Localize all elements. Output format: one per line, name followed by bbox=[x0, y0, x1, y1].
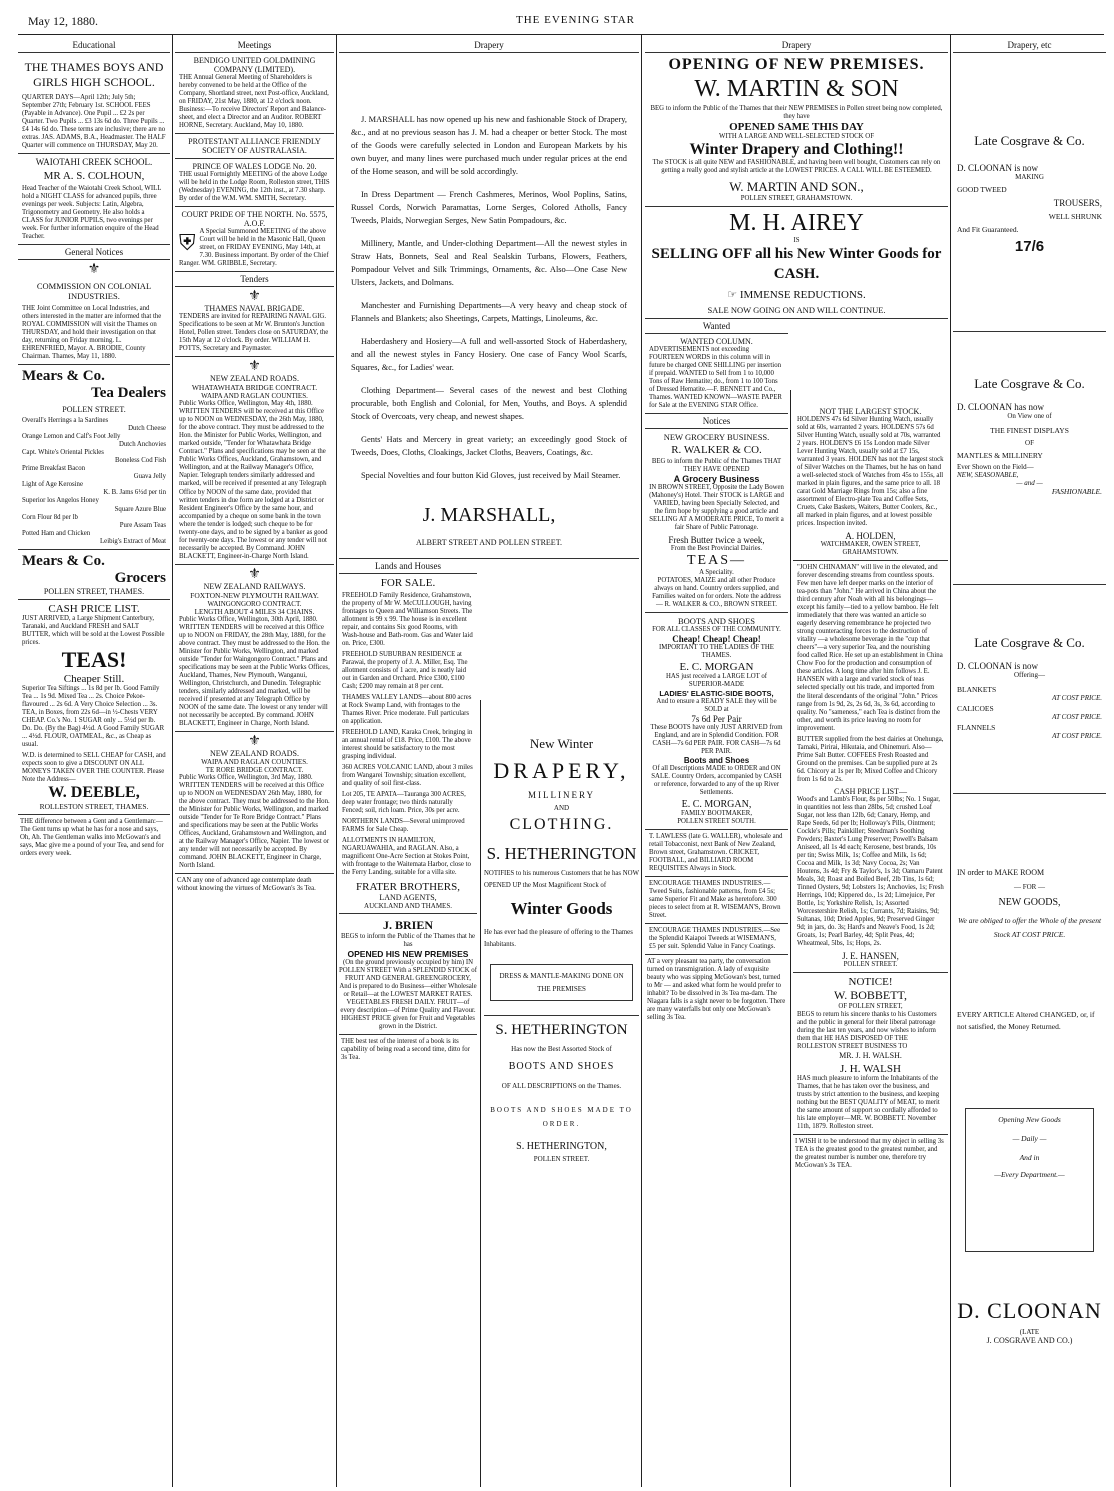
ad-name: S. HETHERINGTON, bbox=[516, 1140, 607, 1152]
ad-name: J. H. WALSH bbox=[840, 1063, 901, 1076]
section-header: Educational bbox=[18, 38, 170, 53]
list-item: Overall's Herrings a la Sardines bbox=[22, 417, 109, 425]
list-item: Boneless Cod Fish bbox=[115, 457, 166, 465]
ad-headline: LADIES' ELASTIC-SIDE BOOTS, bbox=[659, 688, 774, 698]
list-item: Potted Ham and Chicken bbox=[22, 529, 91, 537]
ad-lawless: T. LAWLESS (late G. WALLER), wholesale and retail Tobacconist, next Bank of New Zealand, Brown street, Grahamstown. CRICKET, FOOTBALL, and BILLIARD ROOM REQUISITES Always in Stock. bbox=[645, 830, 788, 877]
ad-paragraph: Clothing Department— Several cases of the newest and best Clothing procurable, both English and Colonial, for Men, Youths, and Boys. A splendid Stock of Overcoats, very cheap, and newest shapes. bbox=[351, 386, 627, 422]
ad-subhead: OPENED SAME THIS DAY bbox=[729, 121, 864, 134]
ad-protestant-alliance: PROTESTANT ALLIANCE FRIENDLY SOCIETY OF AUSTRALASIA. bbox=[175, 134, 334, 159]
column-rule bbox=[950, 35, 951, 1487]
ad-subtitle: FOXTON-NEW PLYMOUTH RAILWAY. bbox=[190, 590, 319, 600]
ad-subtitle: MAKING bbox=[1015, 173, 1044, 181]
ad-headline: TEAS— bbox=[687, 553, 746, 569]
ad-body: NOTIFIES to his numerous Customers that he has NOW OPENED UP the Most Magnificent Stock of bbox=[484, 870, 639, 889]
ad-subhead: Fresh Butter twice a week, bbox=[668, 535, 765, 546]
ad-title: THAMES NAVAL BRIGADE. bbox=[204, 304, 305, 314]
column-educational bbox=[18, 38, 170, 1487]
ad-subtitle: J. COSGRAVE AND CO.) bbox=[986, 1336, 1073, 1345]
royal-arms-icon: ⚜ bbox=[87, 262, 101, 278]
ad-name: W. DEEBLE, bbox=[48, 783, 140, 801]
ad-body: QUARTER DAYS—April 12th; July 5th; September 27th; February 1st. SCHOOL FEES (Payable in Advance). One Pupil ... £2 2s per Quarter. Two Pupils ... £3 13s 6d do. Three Pupils ... £4 14s 6d do. These terms are inclusive; there are no extras. JAS. ADAMS, B.A., Headmaster. The HALF Quarter will commence on THURSDAY, May 20. bbox=[22, 94, 166, 150]
ad-subhead-text: IMMENSE REDUCTIONS. bbox=[739, 289, 866, 302]
filler-paragraph: THE difference between a Gent and a Gentleman:—The Gent turns up what he has for a nose and says, Oh, Ah. The Gentleman walks into McGowan's and says, Mac give me a pound of your Tea, and send for orders every week. bbox=[20, 817, 164, 857]
ad-name: M. H. AIREY bbox=[729, 210, 864, 237]
section-header: Drapery bbox=[339, 38, 639, 53]
royal-arms-icon: ⚜ bbox=[248, 289, 261, 305]
ad-body: TENDERS are invited for REPAIRING NAVAL GIG. Specifications to be seen at Mr W. Brunton's Junction Hotel, Pollen street. Tenders close on SATURDAY, the 15th May at 12 o'clock. By order. WILLIAM H. POTTS, Secretary and Paymaster. bbox=[179, 313, 329, 353]
ad-subhead: Boots and Shoes bbox=[683, 755, 750, 765]
ad-mears-tea bbox=[18, 365, 170, 549]
ad-te-rore bbox=[175, 732, 334, 874]
filler-paragraph: AT a very pleasant tea party, the conversation turned on transmigration. A lady of exquisite beauty who was sipping McGowan's best, turned to Mr — and asked what form he would prefer to inhabit? To be dissolved in 3s Tea ma-dam. The Niagara falls is a sight never to be forgotten. There are many waterfalls but only one McGowan's selling 3s Tea. bbox=[647, 957, 786, 1022]
ad-and: AND bbox=[553, 804, 570, 812]
notices-block bbox=[645, 319, 788, 1025]
royal-arms-icon: ⚜ bbox=[248, 733, 261, 749]
item: TROUSERS, bbox=[1053, 198, 1102, 208]
item: GOOD TWEED bbox=[957, 185, 1007, 194]
list-item: NORTHERN LANDS—Several unimproved FARMS for Sale Cheap. bbox=[342, 818, 465, 834]
list-item: Pure Assam Teas bbox=[119, 521, 166, 529]
ad-body: Superior Tea Siftings ... 1s 8d per lb. Good Family Tea ... 1s 9d. Mixed Tea ... 2s. Choice Pekoe-flavoured ... 2s 6d. A Very Choice Selection ... 3s. TEA, in Boxes, from 22s 6d—in ½-Chests VERY CHEAP. Co.'s No. 1 SUGAR only ... 5½d per lb. Do. Do. (By the Bag) 4½d. A Good Family SUGAR ... 4½d. FLOUR, OATMEAL, &c., as Cheap as usual. bbox=[22, 684, 165, 748]
list-item: THAMES VALLEY LANDS—about 800 acres at Rock Swamp Land, with frontages to the Thames River. Price moderate. Full particulars on application. bbox=[342, 693, 472, 725]
section-header: Notices bbox=[645, 414, 788, 429]
ad-title: Late Cosgrave & Co. bbox=[974, 376, 1085, 391]
ad-street: POLLEN STREET, GRAHAMSTOWN. bbox=[740, 195, 853, 203]
item: CALICOES bbox=[957, 704, 994, 713]
ad-wanted bbox=[645, 334, 788, 414]
ad-body: ADVERTISEMENTS not exceeding FOURTEEN WORDS in this column will in future be charged ONE SHILLING per insertion if prepaid. WANTED to Sell from 1 to 10,000 Tons of Raw Hematite; do., from 1 to 100 Tons of Dressed Hematite.—F. BENNETT and Co., Thames. WANTED KNOWN—WASTE PAPER for Sale at the EVENING STAR Office. bbox=[649, 346, 782, 410]
column-notices-right bbox=[793, 404, 948, 1487]
masthead-rule bbox=[18, 34, 1104, 35]
ad-title: WANTED COLUMN. bbox=[680, 337, 753, 347]
list-item: Dutch Anchovies bbox=[118, 441, 166, 449]
ad-court-pride bbox=[175, 207, 334, 272]
ad-headline: OPENED HIS NEW PREMISES bbox=[347, 949, 469, 960]
ad-subtitle: LENGTH ABOUT 4 MILES 34 CHAINS. bbox=[194, 607, 315, 616]
ad-paragraph: In Dress Department — French Cashmeres, Merinos, Wool Poplins, Satins, Russel Cords, Norwich Paramattas, Lorne Serges, Colored Atholls, Fancy Tweeds, Plaids, Norwegian Serges, New Satin Pompadours, &c. bbox=[351, 190, 627, 226]
column-rule bbox=[641, 35, 642, 1487]
filler-paragraph: I WISH it to be understood that my object in selling 3s TEA is the greatest good to the greatest number, and the greatest number is number one, therefore try McGowan's 3s TEA. bbox=[795, 1138, 944, 1170]
item: BLANKETS bbox=[957, 685, 997, 694]
ad-is: IS bbox=[793, 237, 800, 245]
item-list bbox=[22, 417, 166, 545]
ad-name: S. HETHERINGTON bbox=[486, 844, 637, 863]
ad-body: HAS much pleasure to inform the Inhabitants of the Thames, that he has taken over the business, and trusts by strict attention to the business, and keeping nothing but the BEST QUALITY of MEAT, to merit the same amount of support so cordially afforded to his late employer—MR. W. BOBBETT. November 11th, 1879. Rolleston street. bbox=[797, 1075, 940, 1131]
ad-title: FOR SALE. bbox=[380, 576, 436, 589]
ad-subhead: Cheaper Still. bbox=[63, 672, 125, 685]
section-header: Drapery bbox=[645, 38, 948, 53]
ad-subtitle: WAIPA AND RAGLAN COUNTIES. bbox=[201, 392, 308, 401]
ad-name: D. CLOONAN has now bbox=[957, 402, 1044, 412]
filler-paragraph: THE best test of the interest of a book is its capability of being read a second time, ditto for 3s Tea. bbox=[341, 1038, 470, 1062]
ad-body: The STOCK is all quite NEW and FASHIONABLE, and having been well bought, Customers can rely on getting a really good and stylish article at the LOWEST PRICES. A CALL WILL BE ESTEEMED. bbox=[652, 159, 941, 175]
ad-subtitle: Offering— bbox=[1014, 671, 1045, 679]
ad-subtitle: MILLINERY bbox=[528, 790, 595, 800]
ad-mears-grocers bbox=[18, 550, 170, 600]
ad-name: E. C. MORGAN, bbox=[681, 798, 752, 810]
ad-title: NEW ZEALAND RAILWAYS. bbox=[203, 581, 306, 591]
list-item: Orange Lemon and Calf's Foot Jelly bbox=[22, 433, 121, 441]
ad-body: These BOOTS have only JUST ARRIVED from England, and are in Splendid Condition. FOR CASH—7s 6d PER PAIR. FOR CASH—7s 6d PER PAIR. bbox=[650, 723, 783, 755]
ad-body: Wood's and Lamb's Flour, 8s per 50lbs; No. 1 Sugar, in quantities not less than 28lbs, 5d; crushed Loaf Sugar, not less than 12lb, 6d; Canary, Hemp, and Rape Seeds, 6d per lb; Holloway's Pills, Ointment; Cockle's Pills; Painkiller; Steedman's Soothing Powders; Baxter's Lung Preserver; Powell's Balsam Aniseed, all 1s 4d each; Kerosene, best brands, 10s per tin; Swiss Milk, 1s; Coffee and Milk, 1s 6d; Cocoa and Milk, 1s 3d; Navy Cocoa, 2s; Van Houtens, 3s 4d; Fry & Taylor's, 1s 3d; Oamaru Patent Meals, 3d; Roast and Boiled Beef, 2lb Tins, 1s 6d; Tinned Oysters, 9d; Lobsters 1s; Anchovies, 1s; Fresh Herrings, 10d; Kippered do., 1s 2d; Limejuice, Per Bottle, 1s; Yorkshire Relish, 1s; Assorted Worcestershire Relish, 1s; Currants, 7d; Raisins, 9d; Sultanas, 10d; Dried Apples, 9d; Preserved Ginger 9d; in jars, do. 3s; Hard's and Neave's Food, 1s 2d; Groats, 1s; Pearl Barley, 4d; Split Peas, 4d; Wheatmeal, 5lbs, 1s; Hops, 2s. bbox=[797, 795, 944, 947]
section-header: Tenders bbox=[175, 272, 334, 287]
ad-body: OF ALL DESCRIPTIONS on the Thames. bbox=[501, 1082, 622, 1091]
ad-headline: TEAS! bbox=[61, 646, 127, 672]
ad-street: ALBERT STREET AND POLLEN STREET. bbox=[416, 538, 562, 548]
item: FLANNELS bbox=[957, 723, 996, 732]
ad-cloonan-trousers bbox=[953, 53, 1106, 332]
ad-subtitle: CLOTHING. bbox=[509, 816, 614, 833]
ad-price: 17/6 bbox=[1014, 238, 1045, 255]
ad-cloonan-mantles bbox=[953, 332, 1106, 585]
ad-headline: Winter Drapery and Clothing!! bbox=[689, 141, 904, 159]
ad-body: BEG to inform the Public of the Thames that their NEW PREMISES in Pollen street being now completed, they have bbox=[650, 105, 943, 121]
column-rule bbox=[336, 35, 337, 1487]
list-item: ALLOTMENTS IN HAMILTON, NGARUAWAHIA, and RAGLAN. Also, a magnificent One-Acre Section at Stokes Point, with frontage to the Waitemata Harbor, close to the Ferry Landing, suitable for a villa site. bbox=[342, 837, 471, 877]
ad-body: THE usual Fortnightly MEETING of the above Lodge will be held in the Lodge Room, Rolleston street, THIS (Wednesday) EVENING, the 12th inst., at 7.30 sharp. By order of the W.M. WM. SMITH, Secretary. bbox=[179, 171, 330, 203]
ad-body: Has now the Best Assorted Stock of bbox=[511, 1045, 612, 1054]
ad-name: FRATER BROTHERS, bbox=[356, 881, 460, 894]
section-header: Meetings bbox=[175, 38, 334, 53]
list-item: FREEHOLD SUBURBAN RESIDENCE at Parawai, the property of J. A. Miller, Esq. The allotment consists of 1 acre, and is neatly laid out in Garden and Orchard. Price £300, £100 Cash; £200 may remain at 8 per cent. bbox=[342, 650, 468, 690]
section-header: General Notices bbox=[18, 245, 170, 260]
ad-body: IN BROWN STREET, Opposite the Lady Bowen (Mahoney's) Hotel. Their STOCK is LARGE and VARIED, having been Specially Selected, and the firm hope by supplying a good article and SELLING AT A MODERATE PRICE, To merit a fair Share of Public Patronage. bbox=[649, 484, 784, 532]
ad-name: Mears & Co. bbox=[22, 552, 105, 569]
ad-subtitle: FAMILY BOOTMAKER, bbox=[680, 809, 753, 817]
ad-cloonan-blankets bbox=[953, 585, 1106, 794]
ad-body: BEG to inform the Public of the Thames THAT THEY HAVE OPENED bbox=[651, 458, 782, 474]
lands-block bbox=[339, 559, 477, 1066]
ad-body: A Special Summoned MEETING of the above Court will be held in the Masonic Hall, Queen street, on FRIDAY EVENING, May 14th, at 7.30. Business important. By order of the Chief Ranger. WM. GRIBBLE, Secretary. bbox=[179, 228, 329, 268]
column-cloonan bbox=[953, 38, 1106, 1487]
ad-body: POTATOES, MAIZE and all other Produce always on hand. Country orders supplied, and Families waited on for orders. Note the address— R. WALKER & CO., BROWN STREET. bbox=[652, 577, 781, 609]
ad-street: OF POLLEN STREET, bbox=[838, 1002, 903, 1010]
ad-title: NEW ZEALAND ROADS. bbox=[210, 374, 299, 384]
ad-paragraph: J. MARSHALL has now opened up his new and fashionable Stock of Drapery, &c., and at no previous season has J. M. had a cheaper or better Stock. The most of the Goods were carefully selected in London and European Markets by his own buyer, and many lines were purchased much under regular prices at the end of the Home season, and will be sold accordingly. bbox=[351, 115, 627, 177]
ad-body: WITH A LARGE AND WELL-SELECTED STOCK OF bbox=[719, 133, 874, 141]
ad-title: CASH PRICE LIST. bbox=[48, 602, 140, 615]
list-item: Corn Flour 8d per lb bbox=[22, 513, 78, 521]
ad-paragraph: Special Novelties and four button Kid Gloves, just received by Mail Steamer. bbox=[361, 471, 621, 481]
ad-name: A. HOLDEN, bbox=[845, 531, 896, 542]
list-item: Capt. White's Oriental Pickles bbox=[22, 449, 104, 457]
list-item: Superior los Angelos Honey bbox=[22, 497, 99, 505]
masthead bbox=[16, 6, 1106, 30]
column-hetherington bbox=[484, 736, 639, 1487]
ad-heth-boots bbox=[484, 1015, 639, 1163]
item: MANTLES & MILLINERY bbox=[957, 451, 1043, 460]
ad-cloonan-room bbox=[953, 794, 1106, 1060]
ad-title: NOTICE! bbox=[848, 975, 893, 988]
ad-name: J. E. HANSEN, bbox=[842, 950, 899, 961]
ad-encourage-1: ENCOURAGE THAMES INDUSTRIES.—Tweed Suits, fashionable patterns, from £4 5s; same Superior Fit and Make as heretofore. 300 pieces to select from at R. WISEMAN'S, Brown Street. bbox=[645, 877, 788, 924]
ad-title: THE THAMES BOYS AND GIRLS HIGH SCHOOL. bbox=[24, 60, 164, 89]
ad-subtitle: TE RORE BRIDGE CONTRACT. bbox=[205, 765, 304, 774]
ad-headline: Cheap! Cheap! Cheap! bbox=[672, 634, 761, 645]
ad-title: New Winter bbox=[529, 736, 594, 751]
ad-subhead: CASH PRICE LIST— bbox=[834, 786, 907, 796]
ad-name: S. HETHERINGTON bbox=[495, 1022, 628, 1039]
royal-arms-icon: ⚜ bbox=[248, 566, 261, 582]
ad-name: J. MARSHALL, bbox=[422, 504, 556, 527]
ad-street: POLLEN STREET, THAMES. bbox=[43, 586, 145, 596]
dressmaking-box: DRESS & MANTLE-MAKING DONE ON THE PREMISES bbox=[490, 964, 633, 1001]
list-item: Light of Age Kerosine bbox=[22, 481, 83, 489]
ad-subtitle: WAINGONGORO CONTRACT. bbox=[207, 599, 302, 608]
filler-paragraph: CAN any one of advanced age contemplate death without knowing the virtues of McGowan's 3s Tea. bbox=[177, 877, 316, 893]
ad-body: Head Teacher of the Waiotahi Creek School, WILL hold a NIGHT CLASS for advanced pupils, three evenings per week. Subjects: Latin, Algebra, Trigonometry and Geometry. He also holds a CLASS for JUNIOR PUPILS, two evenings per week. For further information enquire of the Head Teacher. bbox=[22, 185, 162, 241]
ad-name: W. MARTIN AND SON., bbox=[729, 179, 864, 195]
ad-marshall bbox=[339, 53, 639, 559]
ad-street: POLLEN STREET. bbox=[533, 1154, 590, 1163]
ad-body: A Speciality. bbox=[699, 569, 734, 577]
royal-arms-icon: ⚜ bbox=[248, 359, 261, 375]
item: AT COST PRICE. bbox=[1052, 713, 1102, 721]
ad-title: Late Cosgrave & Co. bbox=[974, 133, 1085, 148]
ad-paragraph: Manchester and Furnishing Departments—A very heavy and cheap stock of Flannels and Blankets; also Sheetings, Carpets, Mattings, Linoleums, &c. bbox=[351, 301, 627, 324]
ad-street: POLLEN STREET. bbox=[62, 405, 126, 415]
ad-waiotahi-school bbox=[18, 154, 170, 245]
list-item: FREEHOLD Family Residence, Grahamstown, the property of Mr W. McCULLOUGH, having frontages to Queen and Williamson Streets. The allotment is 99 x 99. The house is in excellent repair, and contains Six good Rooms, with Wash-house and Bath-room. Gas and Water laid on. Price, £300. bbox=[342, 591, 473, 647]
lodge-emblem-icon: ⛨ bbox=[179, 230, 196, 256]
section-header: Wanted bbox=[645, 319, 788, 334]
ad-subtitle: WHATAWHATA BRIDGE CONTRACT. bbox=[191, 383, 318, 393]
ad-body: HAS just received a LARGE LOT of SUPERIOR-MADE bbox=[665, 672, 768, 688]
ad-body: — Daily — bbox=[1012, 1134, 1047, 1143]
ad-name: D. CLOONAN bbox=[957, 1298, 1102, 1323]
ad-body: He has ever had the pleasure of offering to the Thames Inhabitants. bbox=[484, 929, 633, 948]
ad-body: BOOTS AND SHOES MADE TO ORDER. bbox=[490, 1105, 633, 1128]
section-header: Lands and Houses bbox=[339, 559, 477, 574]
item: THE FINEST DISPLAYS bbox=[990, 426, 1069, 435]
ad-cash-price-list bbox=[18, 600, 170, 815]
item: FASHIONABLE. bbox=[1051, 487, 1102, 496]
list-item: 360 ACRES VOLCANIC LAND, about 3 miles from Wangarei Township; situation excellent, and quality of soil first-class. bbox=[342, 764, 473, 788]
ad-body: HOLDEN'S 47s 6d Silver Hunting Watch, usually sold at 60s, warranted 2 years. HOLDEN'S 57s 6d Silver Hunting Watch, usually sold at 70s, warranted 2 years. HOLDEN'S £6 15s London made Silver Lever Hunting Watch, usually sold at £7 15s, warranted 3 years. HOLDEN has not the largest stock of Silver Watches on the Thames, but he has on hand a well-selected stock of Watches from 45s to 155s, all marked in plain figures, and the same price to all. 18 carat Gold Marriage Rings from 15s; also a fine assortment of Electro-plate Tea and Coffee Sets, Cruets, Cake Baskets, Waiters, Butter Coolers, &c., all marked in plain figures, and at lowest possible prices. Inspection invited. bbox=[797, 416, 944, 528]
list-item: Prime Breakfast Bacon bbox=[22, 465, 86, 473]
ad-body: SALE NOW GOING ON AND WILL CONTINUE. bbox=[707, 305, 886, 316]
ad-high-school bbox=[18, 53, 170, 154]
ad-title: COURT PRIDE OF THE NORTH. No. 5575, A.O.F. bbox=[181, 210, 328, 229]
list-item: Guava Jelly bbox=[133, 473, 166, 481]
ad-headline: DRAPERY, bbox=[493, 758, 630, 783]
ad-paragraph: Haberdashery and Hosiery—A full and well-assorted Stock of Haberdashery, and all the newest styles in Fancy Hosiery. One case of Fancy Wool Scarfs, Squares, &c., for Ladies' wear. bbox=[351, 337, 627, 373]
ad-body: W.D. is determined to SELL CHEAP for CASH, and expects soon to give a DISCOUNT ON ALL MONEYS TAKEN OVER THE COUNTER. Please Note the Address— bbox=[22, 751, 166, 783]
ad-body: (On the ground previously occupied by him) IN POLLEN STREET With a SPLENDID STOCK of FRUIT AND GENERAL GREENGROCERY, And is prepared to do Business—either Wholesale or Retail—at the LOWEST MARKET RATES. VEGETABLES FRESH DAILY. FRUIT—of every description—of Prime Quality and Flavour. HIGHEST PRICE given for Fruit and Vegetables grown in the District. bbox=[339, 959, 477, 1035]
ad-title: NEW GROCERY BUSINESS. bbox=[663, 432, 770, 443]
newspaper-title: THE EVENING STAR bbox=[516, 14, 635, 26]
list-item: Leibig's Extract of Meat bbox=[100, 537, 166, 545]
item: And Fit Guaranteed. bbox=[957, 225, 1019, 234]
ad-body: Public Works Office, Wellington, 3rd May, 1880. WRITTEN TENDERS will be received at this Office up to NOON on WEDNESDAY 26th May, 1880, for the above contract. They must be addressed to the Hon. the Minister for Public Works, Wellington, and marked outside "Tender for Te Rore Bridge Contract." Plans and specifications may be seen at the Public Works Offices, Auckland, Grahamstown and Wellington, and at the Railway Manager's Office, Napier. The lowest or any tender will not necessarily be accepted. By command. JOHN BLACKETT, Engineer in Charge, North Island. bbox=[179, 773, 330, 870]
list-item: K. B. Jams 6½d per tin bbox=[103, 489, 166, 497]
ad-subtitle: On View one of bbox=[1007, 412, 1052, 420]
ad-name: E. C. MORGAN bbox=[679, 660, 754, 673]
ad-headline: Winter Goods bbox=[510, 899, 613, 919]
ad-street: POLLEN STREET. bbox=[843, 960, 898, 968]
ad-name: Mears & Co. bbox=[22, 368, 105, 385]
ad-body: JUST ARRIVED, a Large Shipment Canterbury, Taranaki, and Auckland FRESH and SALT BUTTER, which will be sold at the Lowest Possible prices. bbox=[22, 614, 165, 646]
ad-title: NEW ZEALAND ROADS. bbox=[210, 748, 299, 758]
ad-whatawhata bbox=[175, 357, 334, 564]
ad-morgan bbox=[645, 613, 788, 829]
ad-body: Public Works Office, Wellington, May 4th, 1880. WRITTEN TENDERS will be received at this Office up to NOON on WEDNESDAY, the 26th May, 1880, for the above contract. They must be addressed to the Hon. the Minister for Public Works, Wellington, and marked outside, "Tender for Whatawhata Bridge Contract." Plans and specifications may be seen at the Public Works Offices, Auckland, Grahamstown, and Wellington, and at the Railway Manager's Office, Napier. Telegraph tenders similarly addressed and marked, will be received if presented at any Telegraph Office by NOON of the same date, provided that written tenders in due form are lodged at a District or Resident Engineer's Office by the same hour, and accompanied by a cheque on some bank in the town where the tender is lodged; such cheque to be for twenty-one days, and to be signed by a banker as good for twenty-one days. The lowest or any tender will not necessarily be accepted. By Command. JOHN BLACKETT, Engineer-in-Charge North Island. bbox=[179, 400, 328, 560]
ad-street: ROLLESTON STREET, THAMES. bbox=[39, 801, 149, 811]
item: Ever Shown on the Field— bbox=[957, 463, 1034, 471]
ad-walker bbox=[645, 429, 788, 613]
column-meetings bbox=[175, 38, 334, 1487]
ad-headline: BOOTS AND SHOES bbox=[508, 1061, 615, 1073]
ad-body: BEGS to inform the Public of the Thames that he has bbox=[340, 933, 476, 949]
ad-for: — FOR — bbox=[1013, 883, 1046, 891]
ad-title: PRINCE OF WALES LODGE No. 20. bbox=[192, 162, 317, 172]
ad-name: D. CLOONAN is now bbox=[957, 163, 1038, 173]
item: OF bbox=[1025, 439, 1034, 447]
ad-body: And to ensure a READY SALE they will be SOLD at bbox=[656, 697, 777, 713]
ad-airey bbox=[645, 207, 948, 319]
ad-subhead: MR. J. H. WALSH. bbox=[839, 1051, 902, 1061]
ad-name: R. WALKER & CO. bbox=[671, 444, 762, 457]
ad-headline: OPENING OF NEW PREMISES. bbox=[668, 56, 925, 73]
lands-list bbox=[339, 592, 477, 878]
section-header: Drapery, etc bbox=[953, 38, 1106, 53]
ad-opening-box bbox=[965, 1108, 1094, 1252]
column-rule bbox=[172, 35, 173, 1487]
ad-body: FOR ALL CLASSES OF THE COMMUNITY. bbox=[652, 626, 781, 634]
ad-street: WATCHMAKER, OWEN STREET, GRAHAMSTOWN. bbox=[820, 541, 921, 557]
ad-title: BOOTS AND SHOES bbox=[678, 616, 755, 627]
ad-body: Of all Descriptions MADE to ORDER and ON SALE. Country Orders, accompanied by CASH or reference, forwarded to any of the up River Settlements. bbox=[651, 764, 782, 796]
ad-body: BEGS to return his sincere thanks to his Customers and the public in general for their liberal patronage during the last ten years, and now wishes to inform them that HE HAS DISPOSED OF THE ROLLESTON STREET BUSINESS TO bbox=[797, 1011, 937, 1051]
ad-title: Late Cosgrave & Co. bbox=[974, 635, 1085, 650]
item: AT COST PRICE. bbox=[1052, 694, 1102, 702]
ad-body: THE Joint Committee on Local Industries, and others interested in the matter are informed that the ROYAL COMMISSION will visit the Thames on THURSDAY, and hold their investigation on that day, returning on Friday morning. L. EHRENFRIED, Mayor. A. BRODIE, County Chairman. Thames, May 11, 1880. bbox=[22, 305, 162, 361]
item: — and — bbox=[1016, 479, 1043, 487]
ad-bobbett bbox=[793, 973, 948, 1135]
ad-body: From the Best Provincial Dairies. bbox=[670, 545, 763, 553]
ad-headline: A Grocery Business bbox=[673, 474, 760, 485]
ad-body: BUTTER supplied from the best dairies at Onehunga, Tamaki, Pirirai, Hikutaia, and Ohinemuri. Also—Prime Salt Butter. COFFEES Fresh Roasted and Ground on the premises. Can be supplied pure at 2s 6d. Chicory at 1s per lb; Mixed Coffee and Chicory from 1s 6d to 2s. bbox=[797, 735, 944, 783]
hand-pointer-icon: ☞ bbox=[727, 289, 740, 302]
ad-body: And in bbox=[1019, 1153, 1040, 1162]
ad-subtitle: (LATE bbox=[1019, 1328, 1040, 1336]
ad-subtitle: WAIPA AND RAGLAN COUNTIES. bbox=[201, 757, 308, 766]
ad-trade: Grocers bbox=[114, 569, 166, 586]
ad-holden bbox=[793, 404, 948, 561]
item: NEW, SEASONABLE, bbox=[957, 471, 1019, 479]
ad-subtitle: LAND AGENTS, bbox=[379, 893, 437, 903]
ad-name: W. BOBBETT, bbox=[833, 987, 907, 1002]
ad-street: AUCKLAND AND THAMES. bbox=[339, 902, 477, 914]
ad-commission bbox=[18, 260, 170, 365]
ad-street: POLLEN STREET SOUTH. bbox=[677, 817, 756, 825]
ad-paragraph: Gents' Hats and Mercery in great variety; an exceedingly good Stock of Tweeds, Does, Cloths, Cloakings, Jacket Cloths, Beavers, Coatings, &c. bbox=[351, 435, 627, 458]
ad-body: —Every Department.— bbox=[994, 1170, 1065, 1179]
ad-bendigo bbox=[175, 53, 334, 134]
ad-headline: SELLING OFF all his New Winter Goods for CASH. bbox=[651, 246, 942, 282]
ad-body: THE Annual General Meeting of Shareholders is hereby convened to be held at the Office of the Company, Shortland street, next Post-office, Auckland, on FRIDAY, 21st May, 1880, at 12 o'clock noon. Business:—To receive Directors' Report and Balance-sheet, and elect a Director and an Auditor. ROBERT HORNE, Secretary. Auckland, May 10, 1880. bbox=[179, 74, 329, 130]
ad-subhead bbox=[649, 288, 944, 301]
ad-body: IN order to MAKE ROOM bbox=[957, 868, 1045, 877]
ad-headline: NEW GOODS, bbox=[998, 897, 1061, 908]
item: WELL SHRUNK bbox=[1048, 212, 1102, 221]
ad-name: D. CLOONAN is now bbox=[957, 661, 1038, 671]
ad-prince-of-wales bbox=[175, 159, 334, 207]
ad-body: EVERY ARTICLE Altered CHANGED, or, if not satisfied, the Money Returned. bbox=[957, 1009, 1095, 1032]
ad-name: J. BRIEN bbox=[382, 918, 433, 933]
ad-name: MR A. S. COLHOUN, bbox=[43, 170, 145, 183]
issue-date: May 12, 1880. bbox=[28, 14, 98, 28]
ad-martin bbox=[645, 53, 948, 207]
ad-hansen bbox=[793, 561, 948, 973]
ad-encourage-2: ENCOURAGE THAMES INDUSTRIES.—See the Splendid Kaiapoi Tweeds at WISEMAN'S, £5 per suit. Splendid Value in Fancy Coatings. bbox=[645, 924, 788, 955]
list-item: Dutch Cheese bbox=[128, 425, 166, 433]
ad-name: W. MARTIN & SON bbox=[694, 76, 899, 102]
ad-body: IMPORTANT TO THE LADIES OF THE THAMES. bbox=[659, 644, 774, 660]
ad-trade: Tea Dealers bbox=[91, 385, 166, 402]
ad-body: Public Works Office, Wellington, 30th April, 1880. WRITTEN TENDERS will be received at this Office up to NOON on FRIDAY, the 28th May, 1880, for the above contract. They must be addressed to the Hon. the Minister for Public Works, Wellington, and marked outside "Tender for Waingongoro Contract." Plans and specifications may be seen at the Public Works Offices, Auckland, Thames, New Plymouth, Wanganui, Wellington, Christchurch, and Dunedin. Telegraphic tenders, similarly addressed and marked, will be received if presented at any Telegraph Office by NOON of the same date. The lowest or any tender will not necessarily be accepted. By command. JOHN BLACKETT, Engineer in Charge, North Island. bbox=[179, 615, 330, 727]
ad-title: WAIOTAHI CREEK SCHOOL. bbox=[35, 157, 153, 168]
list-item: Square Azure Blue bbox=[114, 505, 166, 513]
list-item: Lot 205, TE APATA—Tauranga 300 ACRES, deep water frontage; two thirds naturally Fenced; soil, rich loam. Price, 30s per acre. bbox=[342, 791, 466, 815]
item: AT COST PRICE. bbox=[1052, 732, 1102, 740]
ad-railways bbox=[175, 565, 334, 732]
ad-body: Opening New Goods bbox=[998, 1115, 1061, 1124]
ad-title: COMMISSION ON COLONIAL INDUSTRIES. bbox=[36, 281, 152, 302]
ad-title: NOT THE LARGEST STOCK. bbox=[819, 407, 922, 416]
ad-naval bbox=[175, 287, 334, 357]
ad-body: We are obliged to offer the Whole of the present Stock AT COST PRICE. bbox=[957, 916, 1102, 940]
ad-title: BENDIGO UNITED GOLDMINING COMPANY (LIMITED). bbox=[193, 56, 316, 74]
ad-paragraph: Millinery, Mantle, and Under-clothing Department—All the newest styles in Straw Hats, Bonnets, Seal and Real Sealskin Turbans, Flowers, Feathers, Pompadour Velvet and Silk Trimmings, Ornaments, &c. Also—One Case New Ulsters, Jackets, and Dolmans. bbox=[351, 239, 627, 288]
ad-price: 7s 6d Per Pair bbox=[691, 713, 742, 724]
list-item: FREEHOLD LAND, Karaka Creek, bringing in an annual rental of £18. Price, £100. The above interest should be satisfactory to the most grasping individual. bbox=[342, 729, 473, 761]
ad-body: "JOHN CHINAMAN" will live in the elevated, and forever descending streams from countless spouts. Few men have left deeper marks on the interior of tea-pots than "John." He arrived in China about the third century after Noah with all his belongings—except his family—tied to a yellow bamboo. He felt immediately that there was wanted an article so eagerly deserving remembrance he projected two strong counteracting forces to the destruction of vitality —a wholesome beverage in the "cup that cheers"—a very superior Tea, and the nourishing food called Rice. He set up an establishment in China Chow Foo for the production and consumption of these articles. A long time after him follows J. E. HANSEN with a large and varied stock of teas selected specially out his trade, and imported from the literal descendants of the original "John." Prices range from 1s 9d, 2s, 2s 6d, 3s, 3s 6d, according to quality. No "sameness," each Tea is distinct from the other, and worth its price leaving no room for improvement. bbox=[797, 564, 943, 732]
